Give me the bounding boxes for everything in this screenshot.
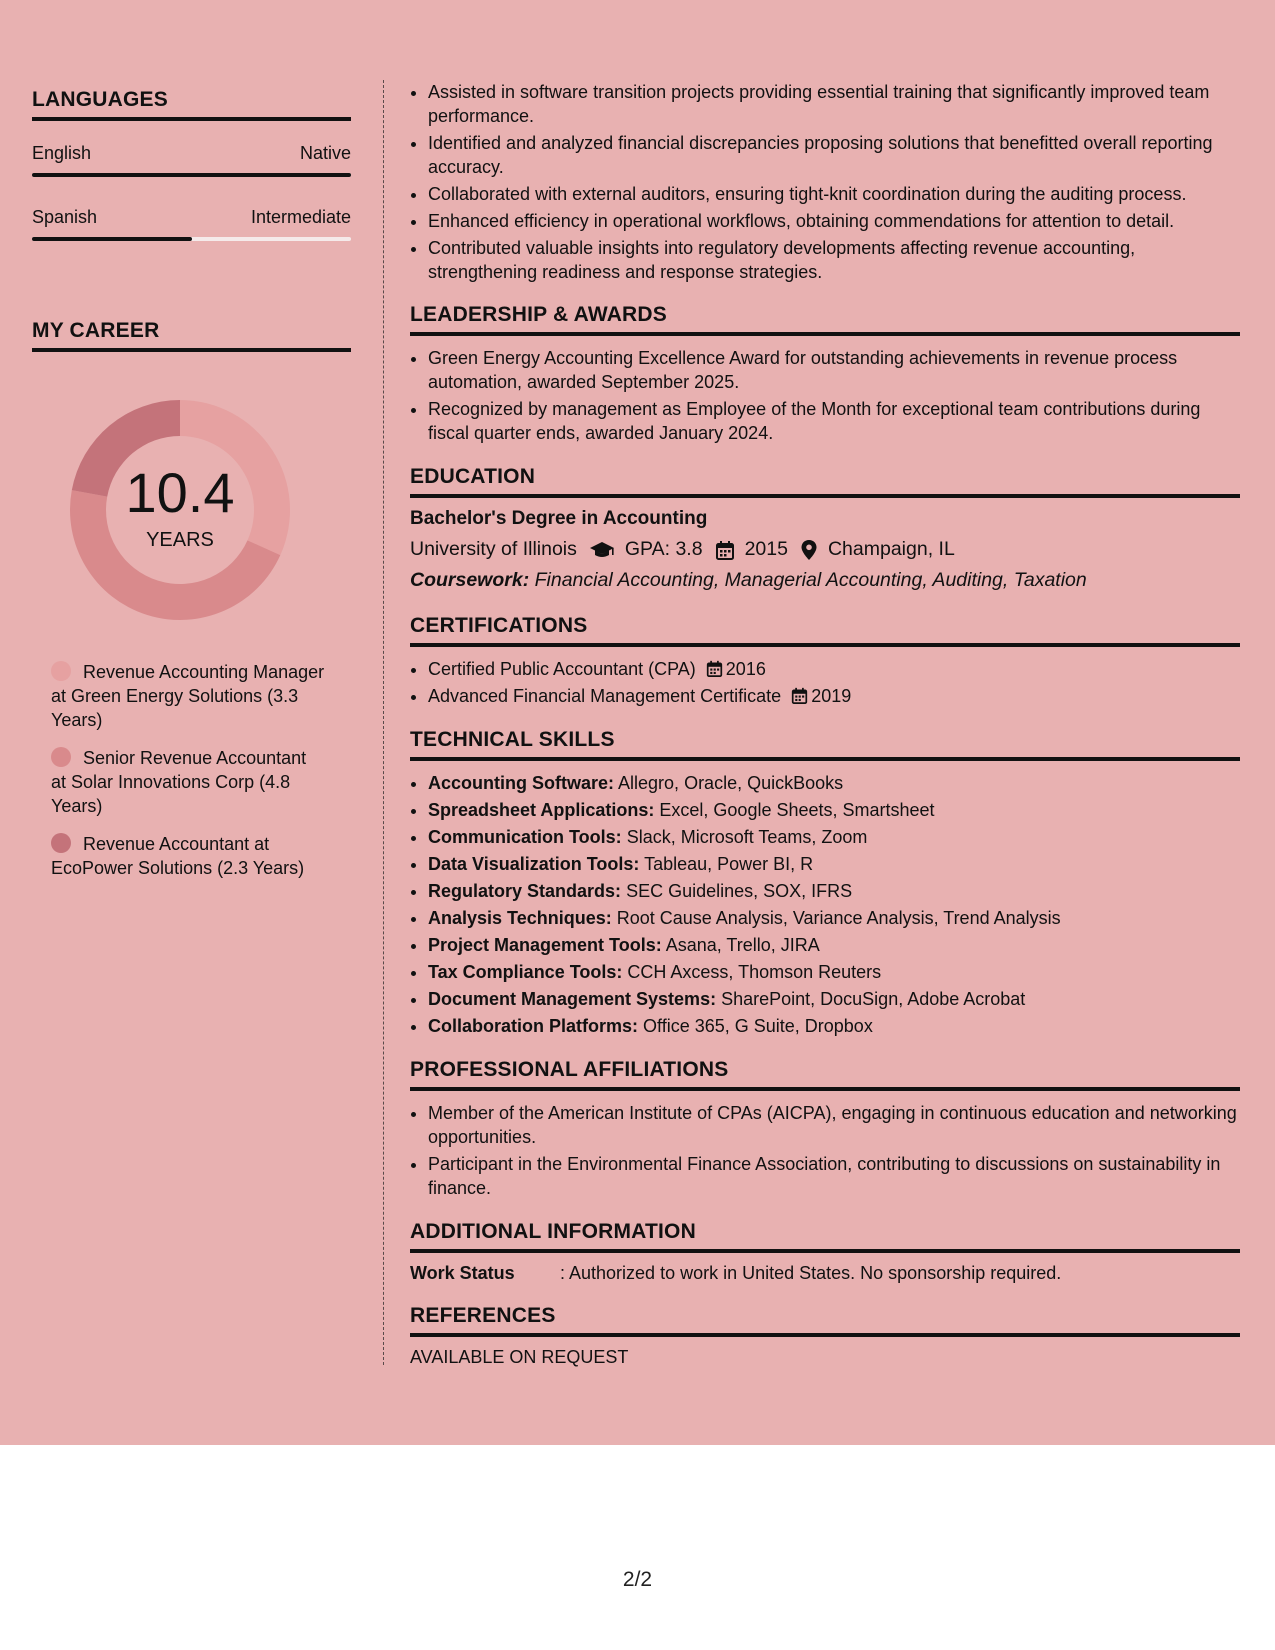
skill-category: Collaboration Platforms: bbox=[428, 1016, 639, 1036]
leadership-list bbox=[410, 346, 1240, 445]
list-item bbox=[428, 1014, 1240, 1038]
additional-info-section bbox=[410, 1220, 1240, 1284]
list-item bbox=[428, 798, 1240, 822]
education-section bbox=[410, 465, 1240, 592]
section-title: CERTIFICATIONS bbox=[410, 614, 1240, 647]
location-pin-icon bbox=[800, 539, 818, 561]
language-level: Native bbox=[299, 143, 351, 163]
legend-label: Revenue Accountant at EcoPower Solutions (2.3 Years) bbox=[51, 834, 305, 878]
technical-skills-section bbox=[410, 728, 1240, 1038]
work-status-value: : Authorized to work in United States. No sponsorship required. bbox=[560, 1263, 1062, 1283]
certifications-list bbox=[410, 657, 1240, 708]
coursework-label: Coursework: bbox=[410, 569, 530, 591]
degree: Bachelor's Degree in Accounting bbox=[410, 508, 708, 529]
list-item bbox=[428, 657, 1240, 681]
career-total-unit: YEARS bbox=[146, 528, 214, 551]
section-title: ADDITIONAL INFORMATION bbox=[410, 1220, 1240, 1253]
list-item: • Identified and analyzed financial discrepancies proposing solutions that benefitted overall reporting accuracy. bbox=[428, 131, 1240, 179]
calendar-icon bbox=[706, 660, 723, 677]
list-item: • Recognized by management as Employee of the Month for exceptional team contributions during fiscal quarter ends, awarded January 2024. bbox=[428, 397, 1240, 445]
certification-year: 2016 bbox=[725, 659, 766, 679]
language-level-fill bbox=[32, 173, 351, 177]
coursework-list: Financial Accounting, Managerial Accounting, Auditing, Taxation bbox=[534, 569, 1087, 591]
language-english bbox=[32, 143, 351, 177]
list-item: • Participant in the Environmental Finance Association, contributing to discussions on sustainability in finance. bbox=[428, 1152, 1240, 1200]
legend-dot bbox=[51, 747, 71, 767]
skills-list bbox=[410, 771, 1240, 1038]
gpa: GPA: 3.8 bbox=[624, 538, 703, 560]
certification-name: Advanced Financial Management Certificate bbox=[428, 686, 782, 706]
graduation-year: 2015 bbox=[744, 538, 788, 560]
experience-bullets bbox=[410, 80, 1240, 284]
list-item: • Enhanced efficiency in operational workflows, obtaining commendations for attention to detail. bbox=[428, 209, 1240, 233]
main-column bbox=[410, 80, 1240, 1368]
career-title: MY CAREER bbox=[32, 319, 351, 352]
career-legend bbox=[51, 660, 326, 880]
language-level-bar bbox=[32, 173, 351, 177]
references-text: AVAILABLE ON REQUEST bbox=[410, 1347, 629, 1367]
list-item: • Collaborated with external auditors, ensuring tight-knit coordination during the auditing process. bbox=[428, 182, 1240, 206]
legend-dot bbox=[51, 833, 71, 853]
coursework bbox=[410, 569, 1240, 592]
language-level: Intermediate bbox=[250, 207, 351, 227]
legend-label: Senior Revenue Accountant at Solar Innovations Corp (4.8 Years) bbox=[51, 748, 307, 816]
skill-values: CCH Axcess, Thomson Reuters bbox=[627, 962, 882, 982]
calendar-icon bbox=[791, 687, 808, 704]
column-divider bbox=[383, 80, 384, 1365]
language-spanish bbox=[32, 207, 351, 241]
affiliations-list bbox=[410, 1101, 1240, 1200]
skill-values: Slack, Microsoft Teams, Zoom bbox=[626, 827, 868, 847]
legend-dot bbox=[51, 661, 71, 681]
language-name: English bbox=[32, 143, 92, 163]
list-item bbox=[428, 879, 1240, 903]
skill-category: Spreadsheet Applications: bbox=[428, 800, 655, 820]
leadership-section bbox=[410, 303, 1240, 445]
skill-category: Regulatory Standards: bbox=[428, 881, 622, 901]
references-section bbox=[410, 1304, 1240, 1368]
section-title: LEADERSHIP & AWARDS bbox=[410, 303, 1240, 336]
language-level-fill bbox=[32, 237, 192, 241]
certifications-section bbox=[410, 614, 1240, 708]
section-title: REFERENCES bbox=[410, 1304, 1240, 1337]
section-title: PROFESSIONAL AFFILIATIONS bbox=[410, 1058, 1240, 1091]
list-item: • Assisted in software transition projects providing essential training that significantly improved team performance. bbox=[428, 80, 1240, 128]
legend-item bbox=[51, 660, 326, 732]
skill-values: Office 365, G Suite, Dropbox bbox=[643, 1016, 873, 1036]
skill-category: Project Management Tools: bbox=[428, 935, 662, 955]
list-item bbox=[428, 684, 1240, 708]
career-total-years: 10.4 bbox=[125, 460, 235, 524]
languages-title: LANGUAGES bbox=[32, 88, 351, 121]
certification-year: 2019 bbox=[811, 686, 852, 706]
list-item bbox=[428, 852, 1240, 876]
skill-category: Accounting Software: bbox=[428, 773, 615, 793]
skill-category: Tax Compliance Tools: bbox=[428, 962, 623, 982]
skill-values: Allegro, Oracle, QuickBooks bbox=[618, 773, 844, 793]
list-item bbox=[428, 825, 1240, 849]
language-name: Spanish bbox=[32, 207, 98, 227]
skill-values: Asana, Trello, JIRA bbox=[665, 935, 820, 955]
section-title: EDUCATION bbox=[410, 465, 1240, 498]
school-location: Champaign, IL bbox=[827, 538, 955, 560]
skill-category: Communication Tools: bbox=[428, 827, 622, 847]
career-donut bbox=[66, 396, 294, 624]
graduation-cap-icon bbox=[589, 540, 615, 560]
list-item bbox=[428, 960, 1240, 984]
education-details bbox=[410, 538, 1240, 561]
affiliations-section bbox=[410, 1058, 1240, 1200]
work-status-row bbox=[410, 1263, 1240, 1284]
page-number: 2/2 bbox=[622, 1568, 653, 1591]
skill-category: Document Management Systems: bbox=[428, 989, 717, 1009]
list-item bbox=[428, 906, 1240, 930]
list-item: • Contributed valuable insights into regulatory developments affecting revenue accounting, strengthening readiness and response strategies. bbox=[428, 236, 1240, 284]
sidebar bbox=[32, 88, 351, 894]
certification-name: Certified Public Accountant (CPA) bbox=[428, 659, 696, 679]
skill-category: Analysis Techniques: bbox=[428, 908, 612, 928]
skill-values: Excel, Google Sheets, Smartsheet bbox=[659, 800, 935, 820]
legend-item bbox=[51, 746, 326, 818]
section-title: TECHNICAL SKILLS bbox=[410, 728, 1240, 761]
language-level-bar bbox=[32, 237, 351, 241]
work-status-label: Work Status bbox=[410, 1263, 515, 1283]
school-name: University of Illinois bbox=[410, 538, 577, 560]
list-item bbox=[428, 987, 1240, 1011]
skill-category: Data Visualization Tools: bbox=[428, 854, 640, 874]
list-item: • Member of the American Institute of CPAs (AICPA), engaging in continuous education and networking opportunities. bbox=[428, 1101, 1240, 1149]
skill-values: Tableau, Power BI, R bbox=[644, 854, 814, 874]
list-item: • Green Energy Accounting Excellence Award for outstanding achievements in revenue process automation, awarded September 2025. bbox=[428, 346, 1240, 394]
legend-label: Revenue Accounting Manager at Green Energy Solutions (3.3 Years) bbox=[51, 662, 325, 730]
skill-values: SharePoint, DocuSign, Adobe Acrobat bbox=[721, 989, 1026, 1009]
legend-item bbox=[51, 832, 326, 880]
skill-values: SEC Guidelines, SOX, IFRS bbox=[626, 881, 853, 901]
list-item bbox=[428, 771, 1240, 795]
calendar-icon bbox=[715, 540, 735, 560]
list-item bbox=[428, 933, 1240, 957]
skill-values: Root Cause Analysis, Variance Analysis, Trend Analysis bbox=[616, 908, 1061, 928]
